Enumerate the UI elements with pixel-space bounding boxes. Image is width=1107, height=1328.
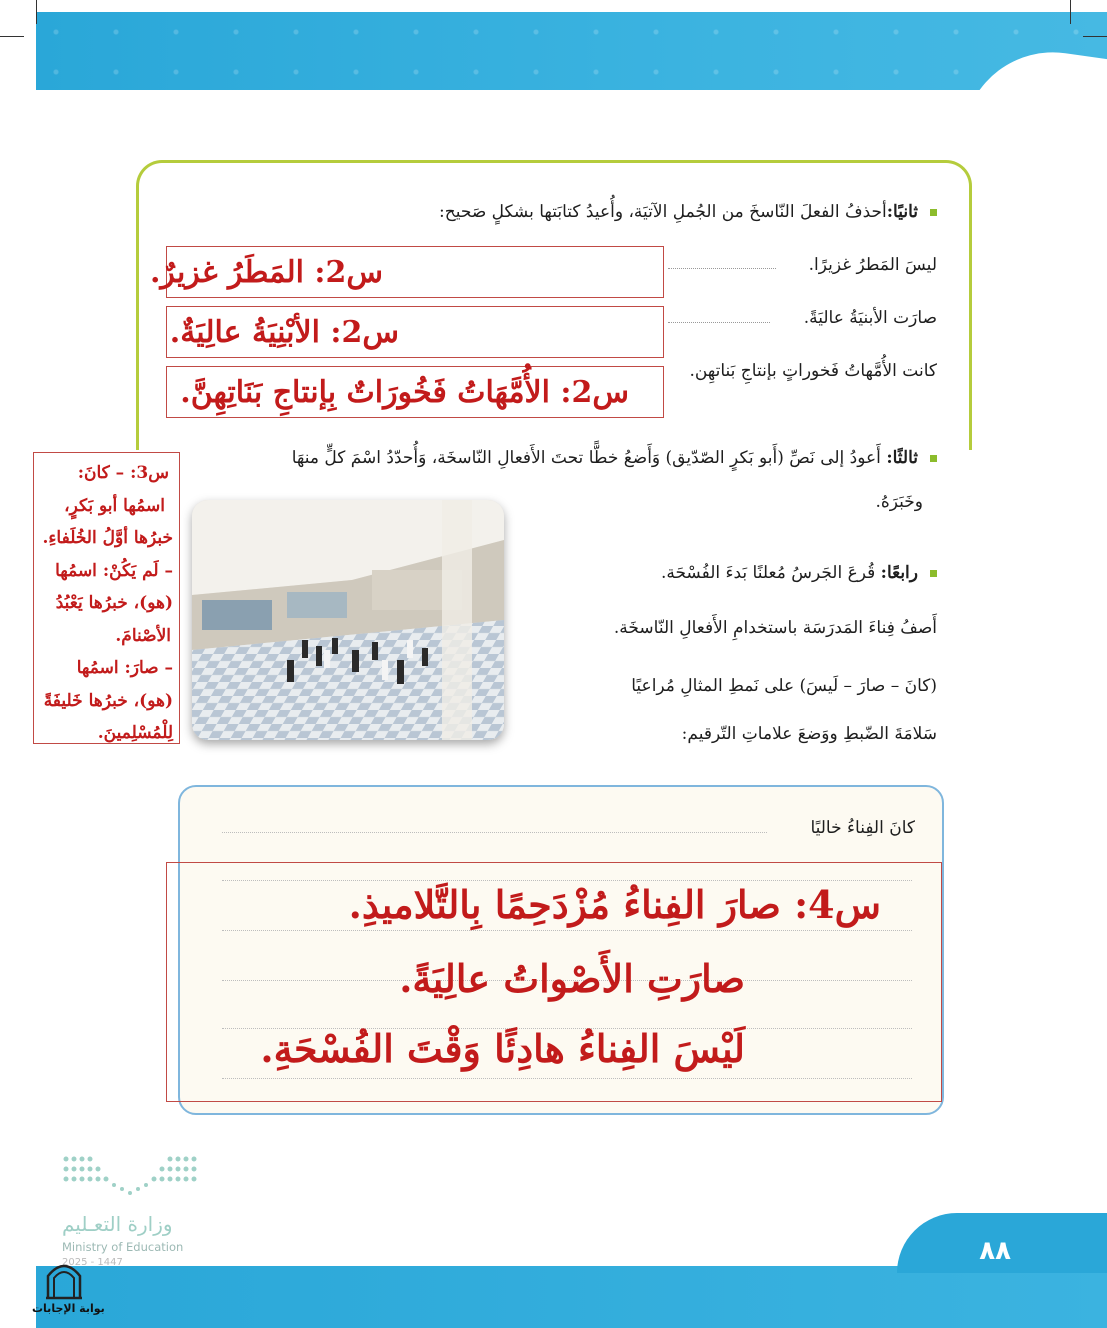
answer-line: اسمُها أبو بَكرٍ،: [64, 495, 165, 516]
section4-line3: (كانَ – صارَ – لَيسَ) على نَمطِ المثالِ مُراعيًا: [631, 676, 937, 696]
section3-text: أَعودُ إلى نَصِّ (أَبو بَكرٍ الصّدّيق) وَأَضعُ خطًّا تحتَ الأَفعالِ النّاسخَة، وَأُحدّدُ اسْمَ كلٍّ منهَا: [291, 448, 881, 468]
section4-line4: سَلامَةَ الضّبطِ ووَضعَ علاماتِ التّرقيم:: [681, 724, 937, 744]
answer-line: الأصْنامَ.: [115, 625, 171, 646]
answer-line: لَيْسَ الفِناءُ هادِئًا وَقْتَ الفُسْحَةِ.: [260, 1026, 745, 1071]
section2-prompt-3: كانت الأُمَّهاتُ فَخوراتٍ بإنتاجِ بَناتهِن.: [689, 361, 937, 381]
ministry-name-arabic: وزارة التعـليم: [62, 1212, 173, 1236]
section4-label: رابعًا:: [880, 563, 918, 583]
courtyard-illustration: [192, 500, 504, 740]
section2-prompt-2: صارَت الأبنيَةُ عاليَةً.: [803, 308, 937, 328]
answer-text: س2: المَطَرُ غزيرٌ.: [149, 254, 383, 290]
dotted-line: [668, 268, 776, 269]
section3-line2: وخَبَرَهُ.: [875, 492, 923, 512]
section2-text: أحذفُ الفعلَ النّاسخَ من الجُملِ الآتيَة، وأُعيدُ كتابَتها بشكلٍ صَحيح:: [439, 202, 887, 222]
section2-label: ثانيًا:: [886, 202, 918, 222]
answer-line: – صارَ: اسمُها: [76, 658, 173, 678]
site-name: بوابة الإجابات: [32, 1302, 105, 1315]
section3-label: ثالثًا:: [886, 448, 918, 468]
header-band: [36, 12, 1107, 90]
answer-line: س4: صارَ الفِناءُ مُزْدَحِمًا بِالتَّلاميذِ.: [348, 882, 881, 927]
footer-band: [36, 1266, 1107, 1328]
section4-line2: أَصفُ فِناءَ المَدرَسَة باستخدامِ الأَفعالِ النّاسخَة.: [613, 618, 937, 638]
dotted-line: [222, 832, 767, 833]
bullet-icon: [930, 455, 937, 462]
example-sentence: كانَ الفِناءُ خاليًا: [810, 818, 915, 838]
page-number: ٨٨: [979, 1236, 1011, 1266]
answer-line: صارَتِ الأَصْواتُ عالِيَةً.: [399, 956, 745, 1001]
answer-box: [149, 246, 664, 298]
answer-line: (هو)، خبرُها خَليفَةً: [43, 690, 173, 711]
ministry-name-english: Ministry of Education: [62, 1240, 184, 1254]
answer-box: [166, 306, 664, 358]
answer-text: س2: الأُمَّهَاتُ فَخُورَاتٌ بِإنتاجِ بَنَاتِهِنَّ.: [180, 374, 629, 410]
section4-text: قُرعَ الجَرسُ مُعلنًا بَدءَ الفُسْحَة.: [660, 563, 876, 583]
answer-line: (هو)، خبرُها يَعْبُدُ: [55, 593, 173, 613]
bullet-icon: [930, 209, 937, 216]
crop-mark: [0, 36, 24, 37]
crop-mark: [1083, 36, 1107, 37]
header-pattern: [36, 12, 1107, 90]
section2-instruction: [439, 202, 937, 222]
answer-line: – لَم يَكُنْ: اسمُها: [55, 560, 173, 581]
section2-prompt-1: ليسَ المَطرُ غزيرًا.: [808, 255, 937, 275]
answer-line: لِلْمُسْلِمينَ.: [97, 723, 173, 743]
section4-line1: [661, 563, 937, 583]
ministry-logo-icon: [62, 1155, 198, 1199]
answer-text: س2: الأبْنِيَةُ عالِيَةٌ.: [169, 314, 399, 350]
school-courtyard-photo: [192, 500, 504, 740]
answer-line: خبرُها أوَّلُ الخُلَفاءِ.: [42, 528, 173, 548]
edition-year: 2025 - 1447: [62, 1257, 123, 1268]
crop-mark: [36, 0, 37, 24]
dotted-line: [668, 322, 770, 323]
bullet-icon: [930, 570, 937, 577]
crop-mark: [1070, 0, 1071, 24]
answer-line: س3: – كانَ:: [77, 463, 169, 483]
section3-line1: [292, 448, 937, 468]
answer-box: [166, 366, 664, 418]
gate-icon: [44, 1258, 84, 1300]
section3-answer-box: [33, 452, 180, 744]
